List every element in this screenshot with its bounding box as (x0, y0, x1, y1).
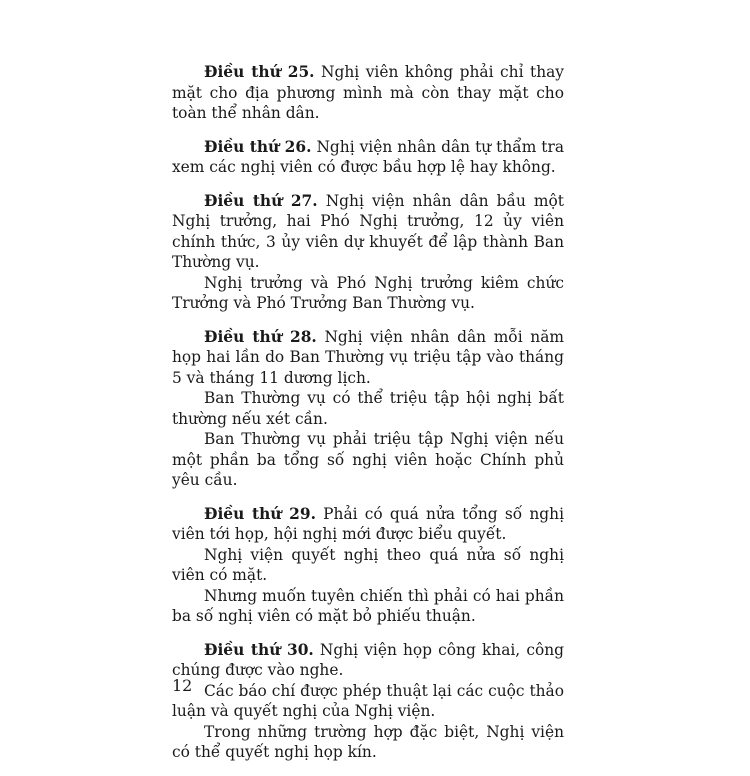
article-paragraph (172, 191, 564, 273)
article-heading: Điều thứ 25. (204, 63, 315, 81)
article-text: Nghị viện nhân dân tự thẩm tra xem các nghị viên có được bầu hợp lệ hay không. (172, 137, 564, 176)
article-heading: Điều thứ 28. (204, 327, 317, 346)
article-text: Nghị viện nhân dân bầu một Nghị trưởng, hai Phó Nghị trưởng, 12 ủy viên chính thức, 3 ủy viên dự khuyết để lập thành Ban Thường vụ. (172, 191, 564, 271)
article-26 (172, 137, 564, 178)
article-text: Nghị viện họp công khai, công chúng được vào nghe. (172, 640, 564, 679)
article-text: Nghị viện nhân dân mỗi năm họp hai lần do Ban Thường vụ triệu tập vào tháng 5 và tháng 11 dương lịch. (172, 327, 564, 387)
article-heading: Điều thứ 30. (204, 640, 314, 659)
article-29 (172, 504, 564, 627)
page-number: 12 (172, 676, 193, 695)
article-heading: Điều thứ 26. (204, 137, 312, 156)
article-paragraph: Ban Thường vụ phải triệu tập Nghị viện nếu một phần ba tổng số nghị viên hoặc Chính phủ yêu cầu. (172, 430, 564, 489)
article-paragraph: Nghị trưởng và Phó Nghị trưởng kiêm chức Trưởng và Phó Trưởng Ban Thường vụ. (172, 273, 564, 312)
article-30 (172, 640, 564, 763)
article-paragraph: Trong những trường hợp đặc biệt, Nghị viện có thể quyết nghị họp kín. (172, 722, 564, 761)
article-paragraph: Ban Thường vụ có thể triệu tập hội nghị bất thường nếu xét cần. (172, 389, 564, 428)
document-page (172, 62, 564, 776)
article-heading: Điều thứ 29. (204, 504, 316, 523)
article-paragraph: Các báo chí được phép thuật lại các cuộc thảo luận và quyết nghị của Nghị viện. (172, 681, 564, 720)
article-paragraph: Nghị viện quyết nghị theo quá nửa số nghị viên có mặt. (172, 545, 564, 584)
article-paragraph (172, 62, 564, 124)
article-paragraph (172, 640, 564, 681)
article-paragraph: Nhưng muốn tuyên chiến thì phải có hai phần ba số nghị viên có mặt bỏ phiếu thuận. (172, 586, 564, 625)
article-28 (172, 327, 564, 491)
article-paragraph (172, 327, 564, 389)
article-text: Nghị viên không phải chỉ thay mặt cho địa phương mình mà còn thay mặt cho toàn thể nhân dân. (172, 63, 564, 122)
article-paragraph (172, 137, 564, 178)
article-heading: Điều thứ 27. (204, 191, 318, 210)
article-27 (172, 191, 564, 314)
article-text: Phải có quá nửa tổng số nghị viên tới họp, hội nghị mới được biểu quyết. (172, 504, 564, 543)
article-25 (172, 62, 564, 124)
article-paragraph (172, 504, 564, 545)
